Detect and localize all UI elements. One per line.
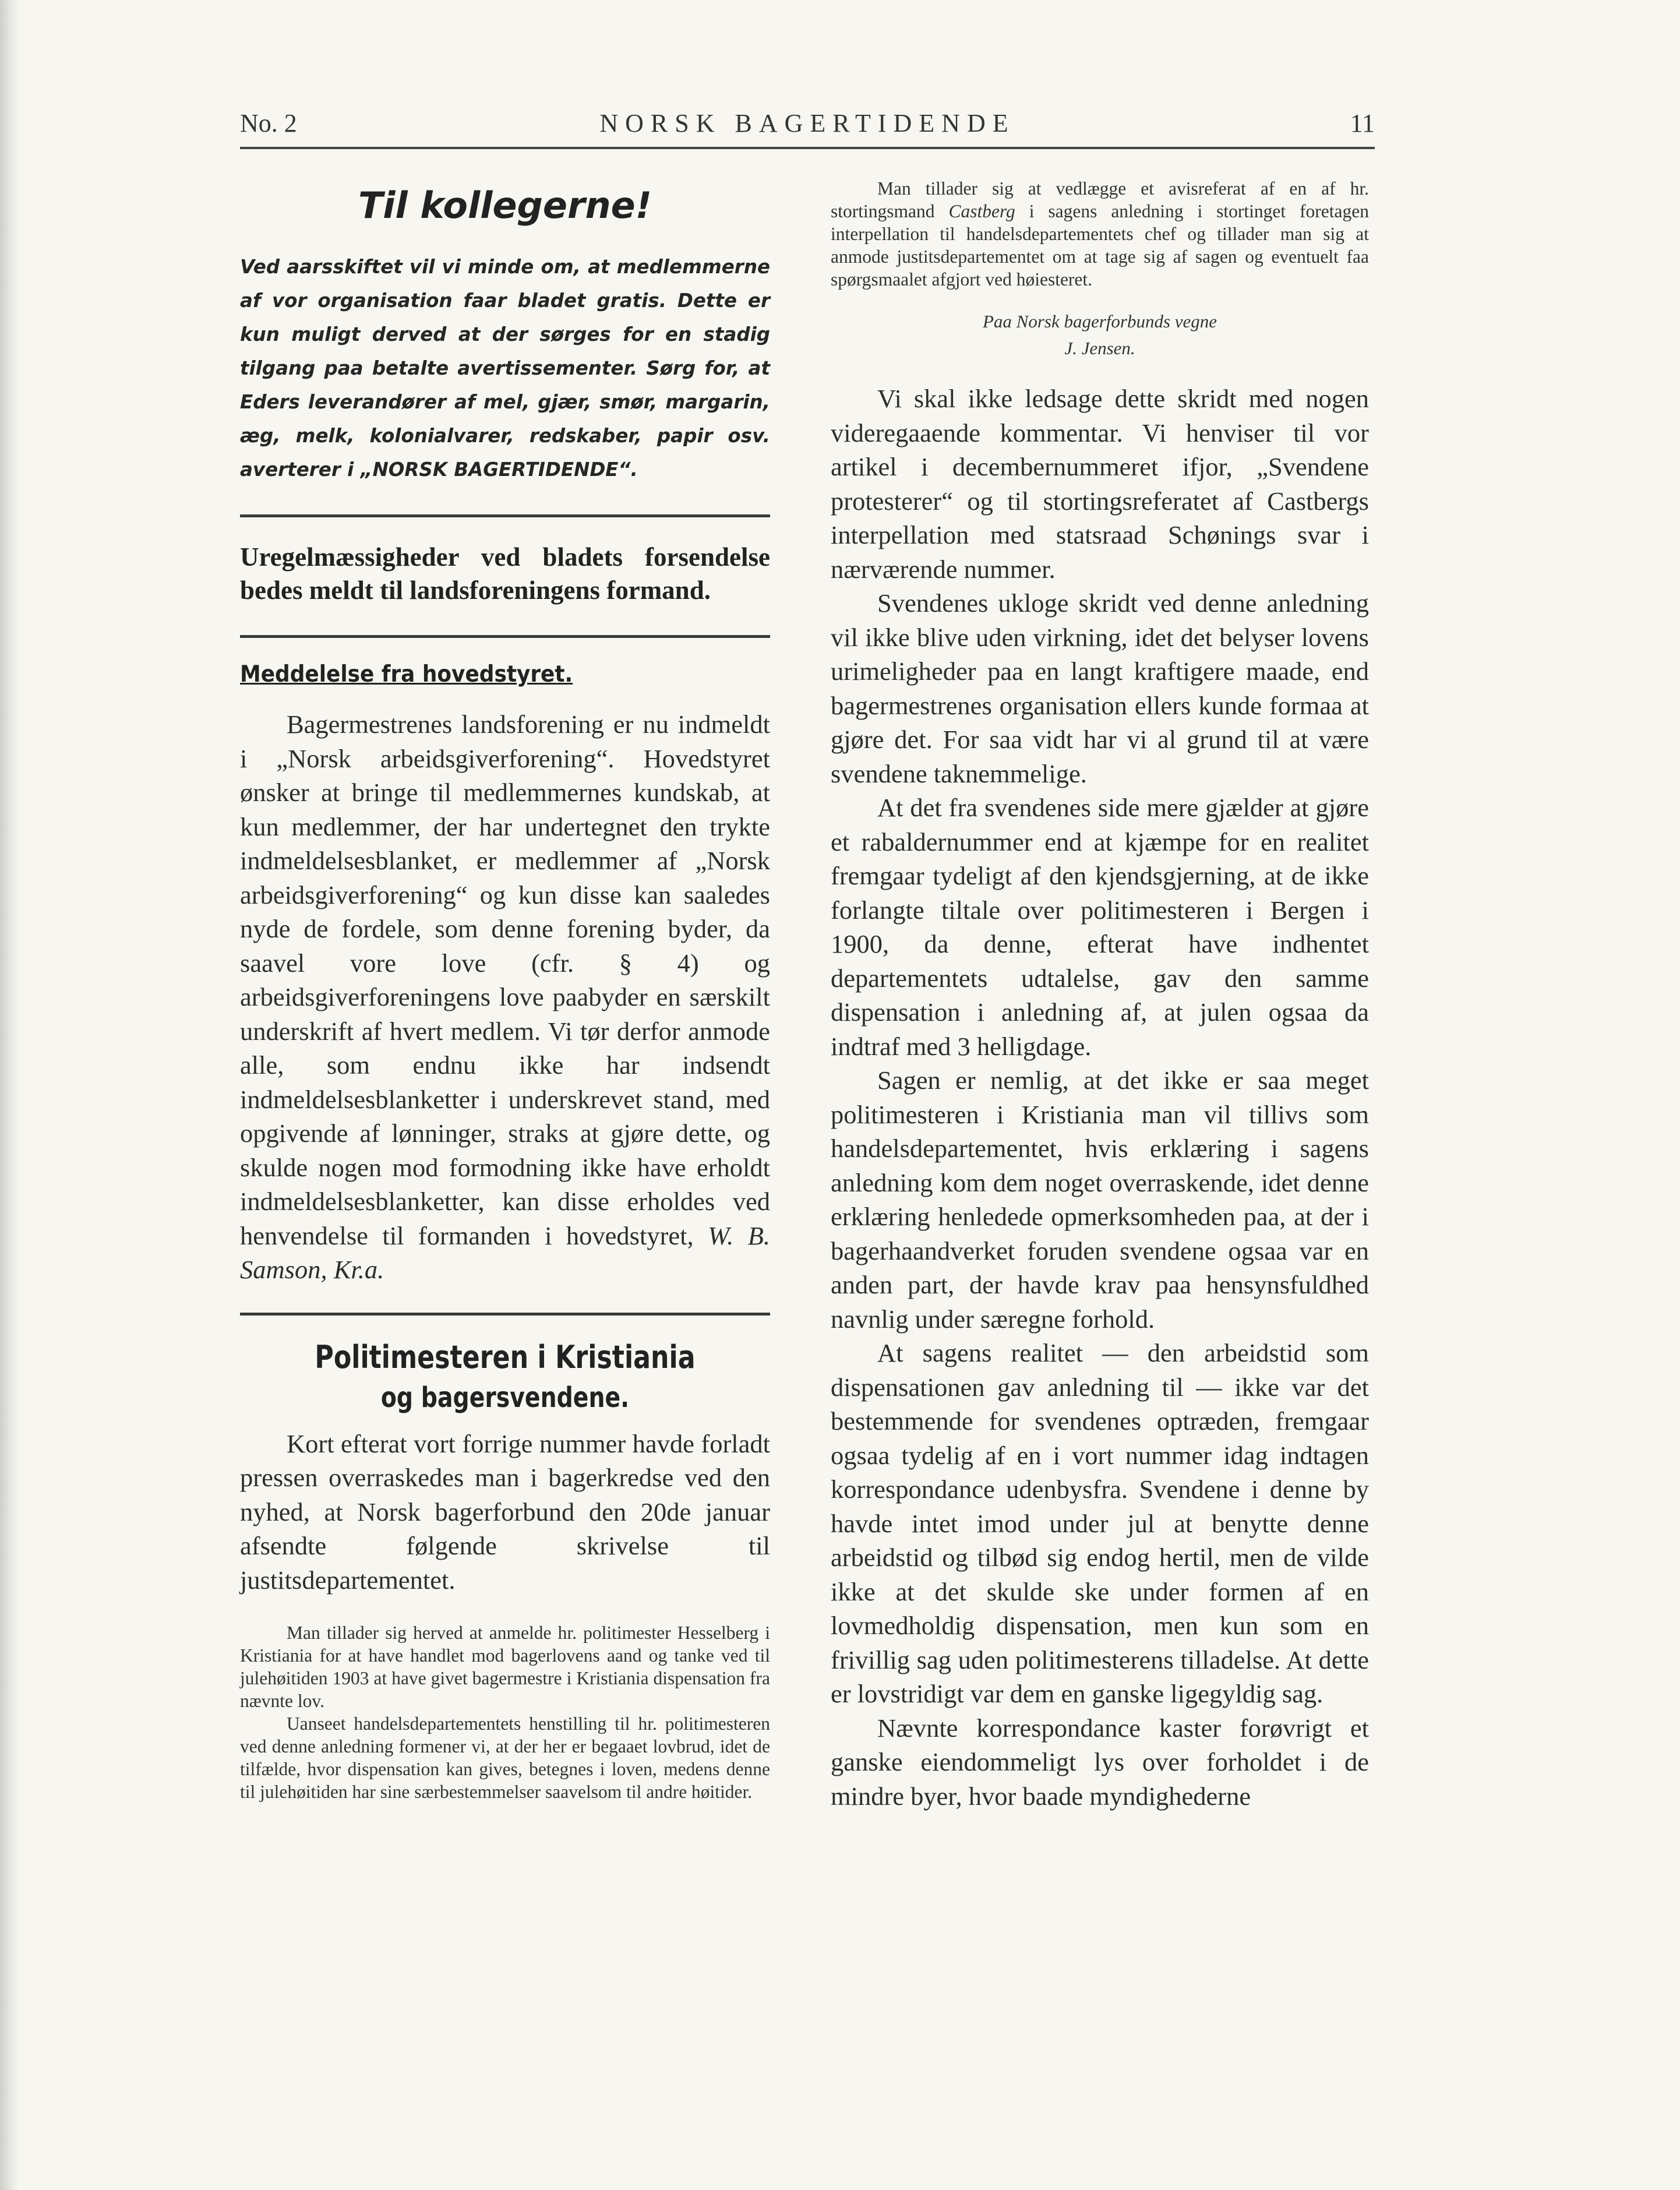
issue-number: No. 2 (240, 109, 297, 137)
divider (240, 514, 770, 517)
article-paragraph: At det fra svendenes side mere gjælder at gjøre et rabaldernummer end at kjæmpe for en realitet fremgaar tydeligt af den kjendsgjerning, at de ikke forlangte tiltale over politimesteren i Bergen i 1900, da denne, efterat have indhentet departementets udtalelse, gav den samme dispensation i anledning af, at julen ogsaa da indtraf med 3 helligdage. (831, 793, 1369, 1061)
letter-continuation (831, 177, 1369, 291)
article-paragraph: Vi skal ikke ledsage dette skridt med nogen videregaaende kommentar. Vi henviser til vor artikel i decembernummeret ifjor, „Svendene protesterer“ og til stortingsreferatet af Castbergs interpellation med statsraad Schønings svar i nærværende nummer. (831, 384, 1369, 584)
letter-paragraph (831, 177, 1369, 291)
page-header (240, 104, 1375, 144)
divider (240, 635, 770, 638)
section-paragraph (240, 707, 770, 1287)
section-heading: Meddelelse fra hovedstyret. (240, 661, 573, 687)
section-body (240, 707, 770, 1287)
irregularities-notice: Uregelmæssigheder ved bladets forsendelse bedes meldt til landsforeningens formand. (240, 542, 770, 605)
page-number: 11 (1350, 109, 1375, 137)
signature-line: Paa Norsk bagerforbunds vegne (982, 311, 1217, 332)
article-continuation (831, 382, 1369, 1813)
letter-paragraph: Uanseet handelsdepartementets henstilling til hr. politimesteren ved denne anledning formener vi, at der her er begaaet lovbrud, idet de tilfælde, hvor dispensation kan gives, betegnes i loven, medens denne til julehøitiden har sine særbestemmelser saavelsom til andre høitider. (240, 1713, 770, 1802)
name-castberg: Castberg (948, 201, 1015, 221)
article-subtitle: og bagersvendene. (380, 1381, 630, 1414)
section-signature: W. B. Samson, Kr.a. (240, 1221, 771, 1284)
letter-text (240, 1621, 770, 1803)
notice-title: Til kollegerne! (358, 184, 652, 227)
article-body (240, 1427, 770, 1597)
divider (240, 1313, 770, 1316)
article-paragraph: Sagen er nemlig, at det ikke er saa meget politimesteren i Kristiania man vil tillivs som handelsdepartementet, hvis erklæring i sagens anledning kom dem noget overraskende, idet denne erklæring henledede opmerksomheden paa, at der i bagerhaandverket foruden svendene ogsaa var en anden part, der havde krav paa hensynsfuldhed navnlig under særegne forhold. (831, 1066, 1369, 1334)
right-column (831, 169, 1369, 1813)
article-paragraph: At sagens realitet — den arbeidstid som dispensationen gav anledning til — ikke var det bestemmende for svendenes optræden, fremgaar ogsaa tydelig af en i vort nummer idag indtagen korrespondance udenbysfra. Svendene i denne by havde intet imod under jul at benytte denne arbeidstid og tilbød sig endog hertil, men de vilde ikke at det skulde ske under formen af en lovmedholdig dispensation, men kun som en frivillig sag uden politimesterens tilladelse. At dette er lovstridigt var dem en ganske ligegyldig sag. (831, 1338, 1369, 1708)
letter-signature (831, 308, 1369, 362)
letter-text-start: Man tillader sig at vedlægge et avisreferat af en af hr. stortingsmand (831, 178, 1369, 221)
article-title: Politimesteren i Kristiania (315, 1338, 696, 1376)
journal-title: NORSK BAGERTIDENDE (599, 109, 1015, 137)
article-paragraph: Nævnte korrespondance kaster forøvrigt et ganske eiendommeligt lys over forholdet i de mindre byer, hvor baade myndighederne (831, 1713, 1369, 1811)
left-column (240, 169, 770, 1803)
letter-paragraph: Man tillader sig herved at anmelde hr. politimester Hesselberg i Kristiania for at have handlet mod bagerlovens aand og tanke ved til julehøitiden 1903 at have givet bagermestre i Kristiania dispensation fra nævnte lov. (240, 1623, 770, 1711)
article-paragraph: Kort efterat vort forrige nummer havde forladt pressen overraskedes man i bagerkredse ved den nyhed, at Norsk bagerforbund den 20de januar afsendte følgende skrivelse til justitsdepartementet. (240, 1429, 770, 1595)
notice-text: Ved aarsskiftet vil vi minde om, at medlemmerne af vor organisation faar bladet gratis. Dette er kun muligt derved at der sørges for en stadig tilgang paa betalte avertissementer. Sørg for, at Eders leverandører af mel, gjær, smør, margarin, æg, melk, kolonialvarer, redskaber, papir osv. averterer i „NORSK BAGERTIDENDE“. (240, 256, 770, 481)
article-paragraph: Svendenes ukloge skridt ved denne anledning vil ikke blive uden virkning, idet det belyser lovens urimeligheder paa en langt kraftigere maade, end bagermestrenes organisation ellers kunde formaa at gjøre det. For saa vidt har vi al grund til at være svendene taknemmelige. (831, 588, 1369, 788)
scan-page-edge (0, 0, 20, 2190)
letter-text-end: i sagens anledning i stortinget foretagen interpellation til handelsdepartementets chef og tillader man sig at anmode justitsdepartementet om at tage sig af sagen og eventuelt faa spørgsmaalet afgjort ved høiesteret. (831, 201, 1369, 290)
header-rule (240, 147, 1375, 149)
section-paragraph-text: Bagermestrenes landsforening er nu indmeldt i „Norsk arbeidsgiverforening“. Hovedstyret ønsker at bringe til medlemmernes kundskab, at kun medlemmer, der har undertegnet den trykte indmeldelsesblanket, er medlemmer af „Norsk arbeidsgiverforening“ og kun disse kan saaledes nyde de fordele, som denne forening byder, da saavel vore love (cfr. § 4) og arbeidsgiverforeningens love paabyder en særskilt underskrift af hvert medlem. Vi tør derfor anmode alle, som endnu ikke har indsendt indmeldelsesblanketter i underskrevet stand, med opgivende af lønninger, straks at gjøre dette, og skulde nogen mod formodning ikke have erholdt indmeldelsesblanketter, kan disse erholdes ved henvendelse til formanden i hovedstyret, (240, 710, 770, 1250)
signature-name: J. Jensen. (1064, 338, 1135, 358)
